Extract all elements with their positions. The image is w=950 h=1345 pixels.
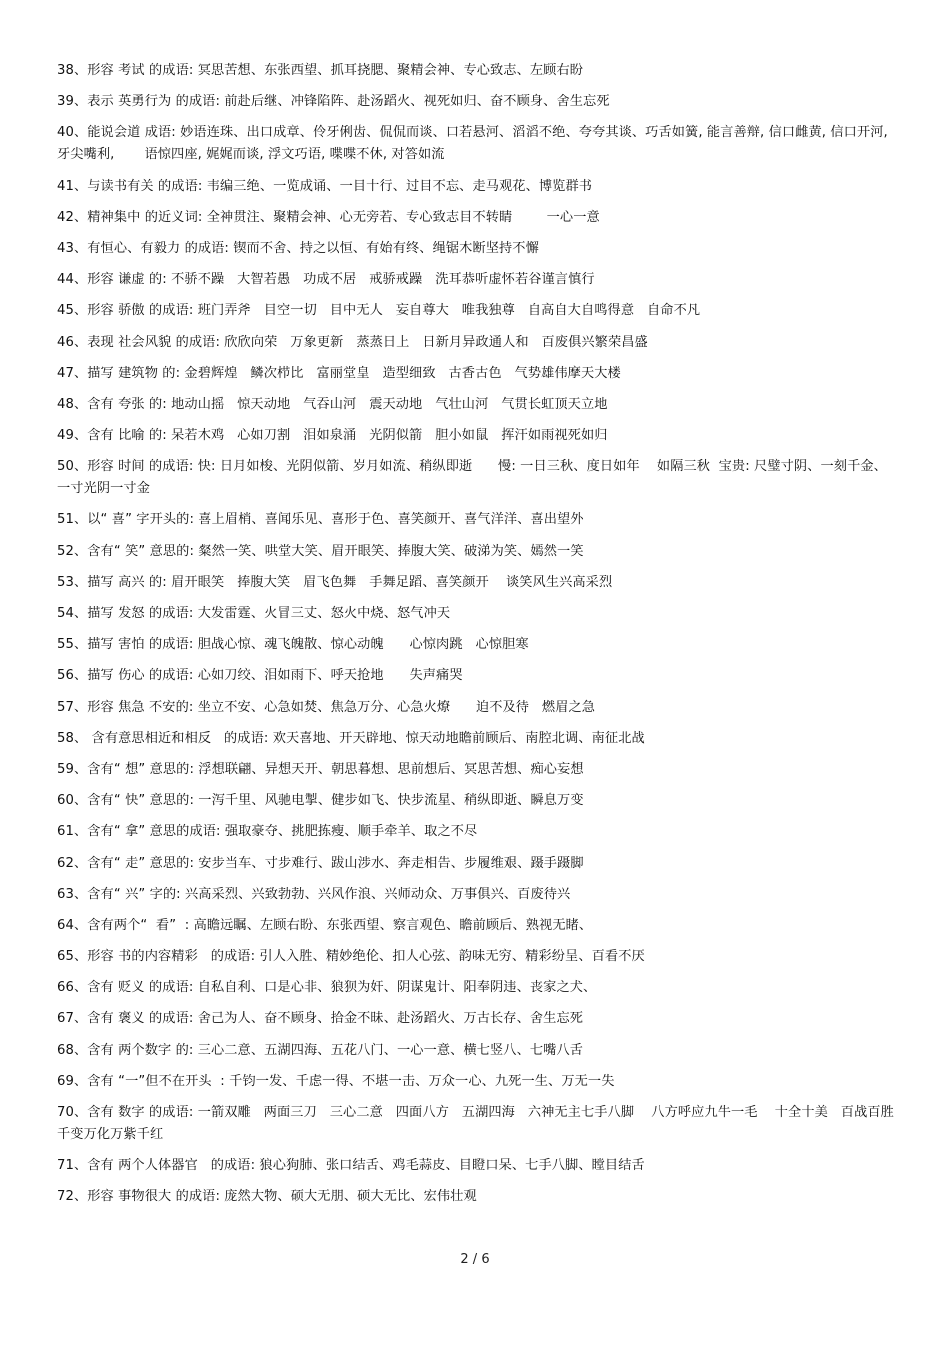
list-item: 60、含有“ 快” 意思的: 一泻千里、风驰电掣、健步如飞、快步流星、稍纵即逝、瞬息万变 bbox=[57, 793, 584, 809]
list-item: 59、含有“ 想” 意思的: 浮想联翩、异想天开、朝思暮想、思前想后、冥思苦想、痴心妄想 bbox=[57, 761, 584, 777]
list-item: 66、含有 贬义 的成语: 自私自利、口是心非、狼狈为奸、阴谋鬼计、阳奉阴违、丧家之犬、 bbox=[57, 980, 597, 996]
list-item: 39、表示 英勇行为 的成语: 前赴后继、冲锋陷阵、赴汤蹈火、视死如归、奋不顾身、舍生忘死 bbox=[57, 94, 610, 110]
list-item: 47、描写 建筑物 的: 金碧辉煌 鳞次栉比 富丽堂皇 造型细致 古香古色 气势雄伟摩天大楼 bbox=[57, 365, 621, 381]
list-item: 71、含有 两个人体器官 的成语: 狼心狗肺、张口结舌、鸡毛蒜皮、目瞪口呆、七手八脚、瞠目结舌 bbox=[57, 1158, 645, 1174]
list-item: 63、含有“ 兴” 字的: 兴高采烈、兴致勃勃、兴风作浪、兴师动众、万事俱兴、百废待兴 bbox=[57, 886, 571, 902]
list-item: 72、形容 事物很大 的成语: 庞然大物、硕大无朋、硕大无比、宏伟壮观 bbox=[57, 1189, 477, 1205]
list-item: 45、形容 骄傲 的成语: 班门弄斧 目空一切 目中无人 妄自尊大 唯我独尊 自高自大自鸣得意 自命不凡 bbox=[57, 303, 701, 319]
list-item: 57、形容 焦急 不安的: 坐立不安、心急如焚、焦急万分、心急火燎 迫不及待 燃眉之急 bbox=[57, 699, 596, 715]
list-item: 40、能说会道 成语: 妙语连珠、出口成章、伶牙俐齿、侃侃而谈、口若悬河、滔滔不绝、夸夸其谈、巧舌如簧, 能言善辩, 信口雌黄, 信口开河, 牙尖嘴利, 语惊四座, 娓娓而谈, 浮文巧语, 喋喋不休, 对答如流 bbox=[57, 125, 893, 163]
list-item: 67、含有 褒义 的成语: 舍己为人、奋不顾身、拾金不昧、赴汤蹈火、万古长存、舍生忘死 bbox=[57, 1011, 584, 1027]
page-number: 2 / 6 bbox=[460, 1252, 490, 1267]
list-item: 70、含有 数字 的成语: 一箭双雕 两面三刀 三心二意 四面八方 五湖四海 六神无主七手八脚 八方呼应九牛一毛 十全十美 百战百胜 千变万化万紫千红 bbox=[57, 1105, 907, 1142]
list-item: 41、与读书有关 的成语: 韦编三绝、一览成诵、一目十行、过目不忘、走马观花、博览群书 bbox=[57, 178, 593, 194]
list-item: 62、含有“ 走” 意思的: 安步当车、寸步难行、跋山涉水、奔走相告、步履维艰、蹑手蹑脚 bbox=[57, 855, 584, 871]
list-item: 65、形容 书的内容精彩 的成语: 引人入胜、精妙绝伦、扣人心弦、韵味无穷、精彩纷呈、百看不厌 bbox=[57, 949, 645, 965]
list-item: 53、描写 高兴 的: 眉开眼笑 捧腹大笑 眉飞色舞 手舞足蹈、喜笑颜开 谈笑风生兴高采烈 bbox=[57, 574, 613, 590]
list-item: 42、精神集中 的近义词: 全神贯注、聚精会神、心无旁若、专心致志目不转睛 一心一意 bbox=[57, 209, 600, 225]
list-item: 44、形容 谦虚 的: 不骄不躁 大智若愚 功成不居 戒骄戒躁 洗耳恭听虚怀若谷谨言慎行 bbox=[57, 272, 595, 288]
list-item: 69、含有 “一”但不在开头 : 千钧一发、千虑一得、不堪一击、万众一心、九死一生、万无一失 bbox=[57, 1073, 615, 1089]
list-item: 55、描写 害怕 的成语: 胆战心惊、魂飞魄散、惊心动魄 心惊肉跳 心惊胆寒 bbox=[57, 637, 529, 653]
list-item: 64、含有两个“ 看” : 高瞻远瞩、左顾右盼、东张西望、察言观色、瞻前顾后、熟视无睹、 bbox=[57, 917, 593, 933]
list-item: 56、描写 伤心 的成语: 心如刀绞、泪如雨下、呼天抢地 失声痛哭 bbox=[57, 668, 463, 684]
list-item: 49、含有 比喻 的: 呆若木鸡 心如刀割 泪如泉涌 光阴似箭 胆小如鼠 挥汗如雨视死如归 bbox=[57, 428, 608, 444]
list-item: 50、形容 时间 的成语: 快: 日月如梭、光阴似箭、岁月如流、稍纵即逝 慢: 一日三秋、度日如年 如隔三秋 宝贵: 尺璧寸阴、一刻千金、一寸光阴一寸金 bbox=[57, 459, 887, 497]
list-item: 54、描写 发怒 的成语: 大发雷霆、火冒三丈、怒火中烧、怒气冲天 bbox=[57, 606, 451, 621]
list-item: 61、含有“ 拿” 意思的成语: 强取豪夺、挑肥拣瘦、顺手牵羊、取之不尽 bbox=[57, 824, 478, 840]
list-item: 43、有恒心、有毅力 的成语: 锲而不舍、持之以恒、有始有终、绳锯木断坚持不懈 bbox=[57, 240, 539, 256]
list-item: 51、以“ 喜” 字开头的: 喜上眉梢、喜闻乐见、喜形于色、喜笑颜开、喜气洋洋、喜出望外 bbox=[57, 512, 584, 528]
list-item: 38、形容 考试 的成语: 冥思苦想、东张西望、抓耳挠腮、聚精会神、专心致志、左顾右盼 bbox=[57, 63, 584, 78]
list-item: 68、含有 两个数字 的: 三心二意、五湖四海、五花八门、一心一意、横七竖八、七嘴八舌 bbox=[57, 1042, 584, 1058]
list-item: 52、含有“ 笑” 意思的: 粲然一笑、哄堂大笑、眉开眼笑、捧腹大笑、破涕为笑、嫣然一笑 bbox=[57, 543, 584, 559]
list-item: 46、表现 社会风貌 的成语: 欣欣向荣 万象更新 蒸蒸日上 日新月异政通人和 百废俱兴繁荣昌盛 bbox=[57, 334, 648, 350]
list-item: 58、 含有意思相近和相反 的成语: 欢天喜地、开天辟地、惊天动地瞻前顾后、南腔北调、南征北战 bbox=[57, 730, 645, 746]
document-body bbox=[57, 60, 907, 1218]
list-item: 48、含有 夸张 的: 地动山摇 惊天动地 气吞山河 震天动地 气壮山河 气贯长虹顶天立地 bbox=[57, 396, 608, 412]
